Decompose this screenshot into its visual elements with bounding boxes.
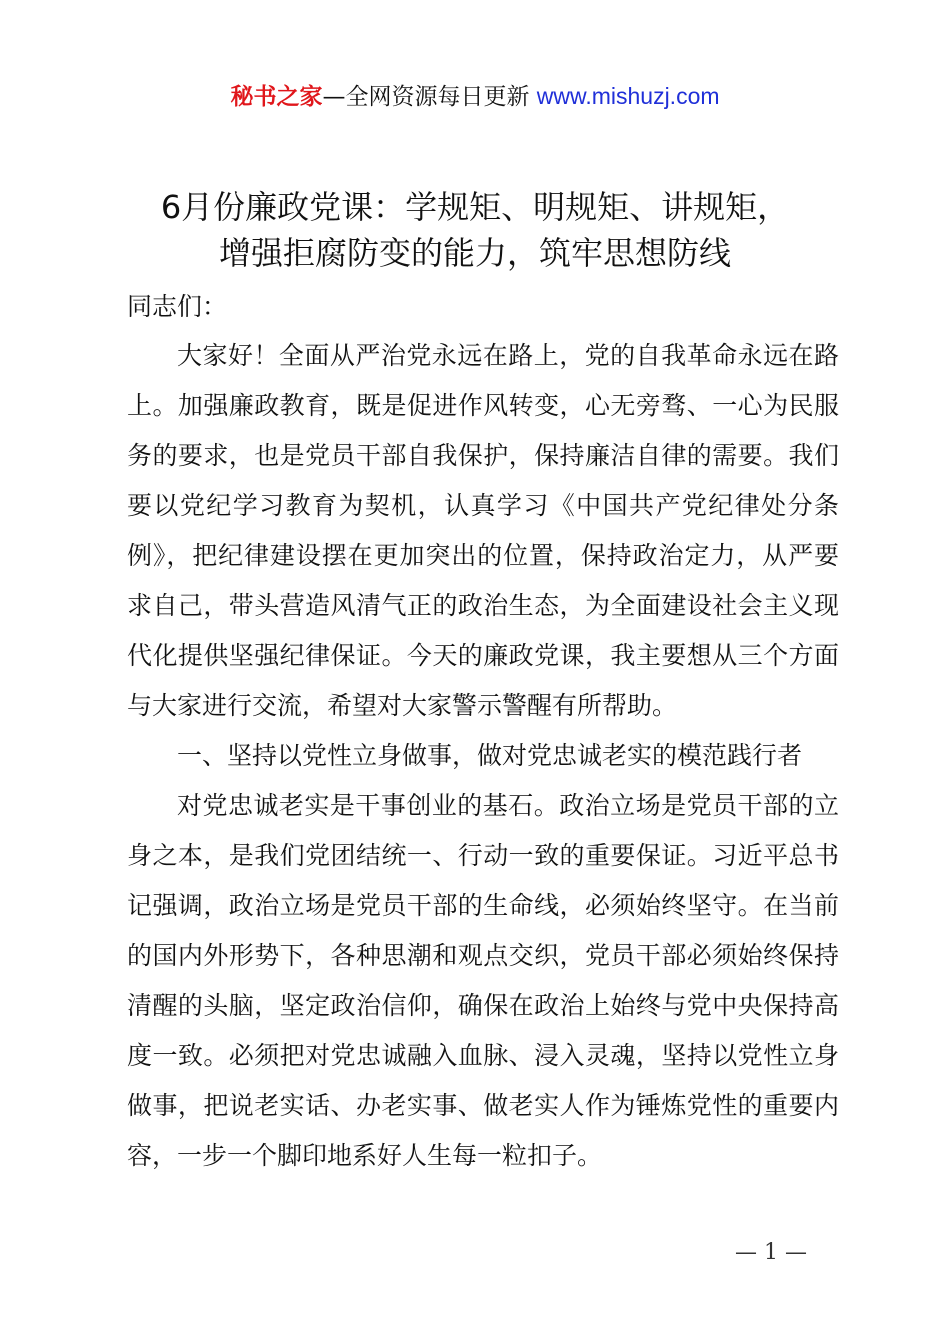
intro-paragraph: 大家好！全面从严治党永远在路上，党的自我革命永远在路上。加强廉政教育，既是促进作风转变，心无旁骛、一心为民服务的要求，也是党员干部自我保护，保持廉洁自律的需要。我们要以党纪学习教育为契机，认真学习《中国共产党纪律处分条例》，把纪律建设摆在更加突出的位置，保持政治定力，从严要求自己，带头营造风清气正的政治生态，为全面建设社会主义现代化提供坚强纪律保证。今天的廉政党课，我主要想从三个方面与大家进行交流，希望对大家警示警醒有所帮助。 bbox=[127, 341, 839, 720]
site-tagline: —全网资源每日更新 bbox=[322, 84, 537, 110]
section-heading-1: 一、坚持以党性立身做事，做对党忠诚老实的模范践行者 bbox=[177, 741, 803, 770]
title-line-1: 6月份廉政党课：学规矩、明规矩、讲规矩， bbox=[160, 188, 790, 226]
section-paragraph-1: 对党忠诚老实是干事创业的基石。政治立场是党员干部的立身之本，是我们党团结统一、行动一致的重要保证。习近平总书记强调，政治立场是党员干部的生命线，必须始终坚守。在当前的国内外形势下，各种思潮和观点交织，党员干部必须始终保持清醒的头脑，坚定政治信仰，确保在政治上始终与党中央保持高度一致。必须把对党忠诚融入血脉、浸入灵魂，坚持以党性立身做事，把说老实话、办老实事、做老实人作为锤炼党性的重要内容，一步一个脚印地系好人生每一粒扣子。 bbox=[127, 791, 839, 1170]
site-header bbox=[0, 80, 950, 113]
title-line-2: 增强拒腐防变的能力，筑牢思想防线 bbox=[218, 234, 731, 272]
site-brand: 秘书之家 bbox=[230, 84, 323, 110]
page-number: — 1 — bbox=[735, 1240, 807, 1265]
site-url-link[interactable]: www.mishuzj.com bbox=[536, 83, 720, 109]
document-title bbox=[80, 184, 870, 276]
salutation: 同志们： bbox=[127, 292, 228, 321]
document-body bbox=[127, 331, 839, 1181]
